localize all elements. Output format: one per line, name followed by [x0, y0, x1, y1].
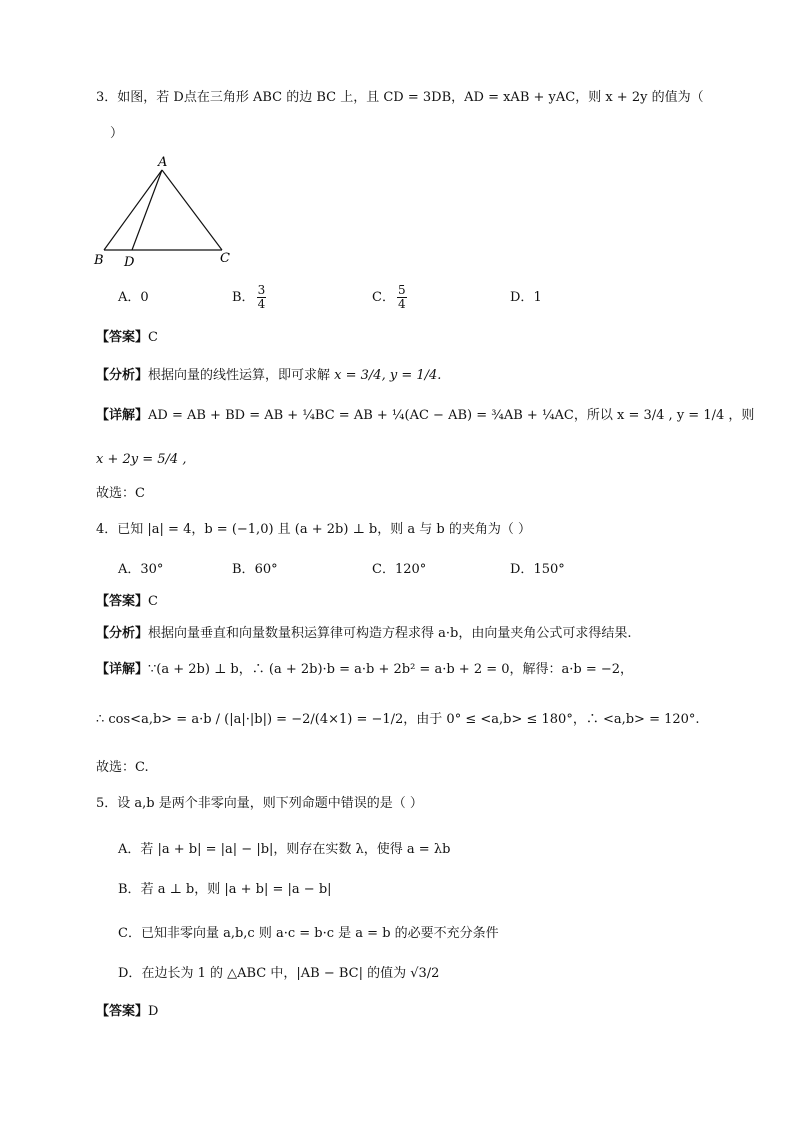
- q3-choice: 故选：C: [96, 486, 145, 501]
- q4-option-a[interactable]: A．30°: [118, 562, 164, 577]
- fraction: $\frac{3}{4}$: [257, 283, 266, 311]
- triangle-figure: [90, 150, 250, 270]
- q4-option-d[interactable]: D．150°: [510, 562, 565, 577]
- q3-analysis: 【分析】根据向量的线性运算，即可求解 x = 3/4, y = 1/4.: [96, 368, 442, 383]
- q3-option-b[interactable]: B． $\frac{3}{4}$: [232, 283, 266, 311]
- q3-option-a[interactable]: A．0: [118, 290, 149, 305]
- q4-option-c[interactable]: C．120°: [372, 562, 427, 577]
- q3-stem-end: ）: [110, 126, 124, 141]
- q3-option-d[interactable]: D．1: [510, 290, 542, 305]
- q4-analysis: 【分析】根据向量垂直和向量数量积运算律可构造方程求得 a·b，由向量夹角公式可求得结果.: [96, 626, 632, 641]
- q5-option-b[interactable]: B．若 a ⊥ b，则 |a + b| = |a − b|: [118, 882, 332, 897]
- q4-choice: 故选：C.: [96, 760, 149, 775]
- q3-stem: 3．如图，若 D点在三角形 ABC 的边 BC 上，且 CD = 3DB，AD = xAB + yAC，则 x + 2y 的值为（: [96, 90, 704, 105]
- q4-option-b[interactable]: B．60°: [232, 562, 278, 577]
- q5-option-a[interactable]: A．若 |a + b| = |a| − |b|，则存在实数 λ，使得 a = λb: [118, 842, 451, 857]
- label-a: A: [158, 155, 168, 170]
- q4-detail-line1: 【详解】∵(a + 2b) ⊥ b，∴ (a + 2b)·b = a·b + 2b² = a·b + 2 = 0，解得：a·b = −2，: [96, 662, 634, 677]
- q5-option-d[interactable]: D．在边长为 1 的 △ABC 中，|AB − BC| 的值为 √3/2: [118, 966, 440, 981]
- q4-stem: 4．已知 |a| = 4，b = (−1,0) 且 (a + 2b) ⊥ b，则 a 与 b 的夹角为（ ）: [96, 522, 531, 537]
- q5-stem: 5．设 a,b 是两个非零向量，则下列命题中错误的是（ ）: [96, 796, 423, 811]
- label-c: C: [220, 251, 230, 266]
- side-ac: [162, 170, 222, 250]
- q4-detail-line2: ∴ cos<a,b> = a·b / (|a|·|b|) = −2/(4×1) = −1/2，由于 0° ≤ <a,b> ≤ 180°，∴ <a,b> = 120°.: [96, 712, 700, 727]
- q5-option-c[interactable]: C．已知非零向量 a,b,c 则 a·c = b·c 是 a = b 的必要不充分条件: [118, 926, 499, 941]
- segment-ad: [132, 170, 162, 250]
- q3-detail-line1: 【详解】AD = AB + BD = AB + ¼BC = AB + ¼(AC − AB) = ¾AB + ¼AC，所以 x = 3/4 , y = 1/4 ，则: [96, 408, 755, 423]
- q3-detail-line2: x + 2y = 5/4 ,: [96, 452, 187, 467]
- q3-answer: 【答案】C: [96, 330, 158, 345]
- label-d: D: [124, 255, 135, 270]
- side-ab: [104, 170, 162, 250]
- q4-answer: 【答案】C: [96, 594, 158, 609]
- label-b: B: [94, 253, 104, 268]
- fraction: $\frac{5}{4}$: [397, 283, 406, 311]
- q5-answer: 【答案】D: [96, 1004, 159, 1019]
- q3-option-c[interactable]: C． $\frac{5}{4}$: [372, 283, 406, 311]
